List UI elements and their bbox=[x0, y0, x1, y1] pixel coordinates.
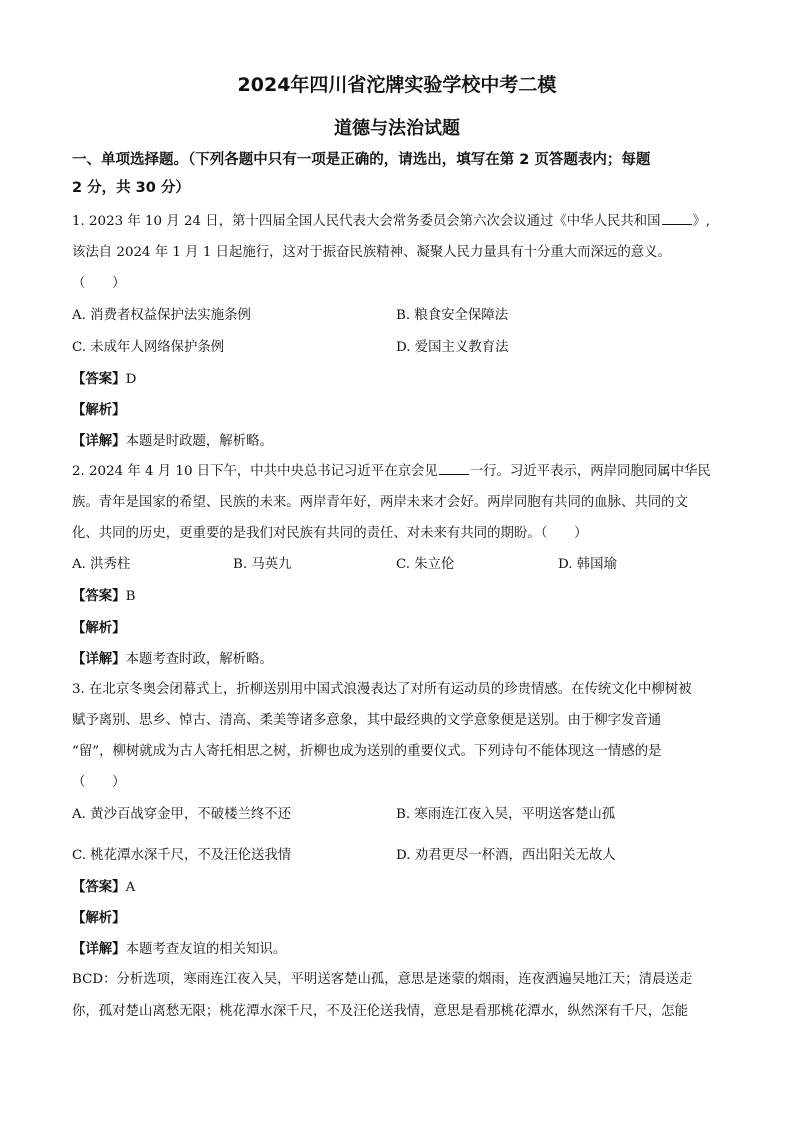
q1-line2: 该法自 2024 年 1 月 1 日起施行，这对于振奋民族精神、凝聚人民力量具有十分重大而深远的意义。 bbox=[72, 245, 671, 260]
q2-option-a: A. 洪秀柱 bbox=[72, 557, 131, 572]
q3-line4: （ ） bbox=[72, 775, 126, 790]
q1-detail-text: 本题是时政题，解析略。 bbox=[125, 434, 273, 449]
q3-option-d: D. 劝君更尽一杯酒，西出阳关无故人 bbox=[396, 848, 616, 863]
q2-line3: 化、共同的历史，更重要的是我们对民族有共同的责任、对未来有共同的期盼。（ ） bbox=[72, 526, 588, 541]
q1-line1-text: 1. 2023 年 10 月 24 日，第十四届全国人民代表大会常务委员会第六次会议通过《中华人民共和国 bbox=[72, 214, 661, 229]
q2-line1-end: 一行。习近平表示，两岸同胞同属中华民 bbox=[469, 464, 711, 479]
q2-line1-text: 2. 2024 年 4 月 10 日下午，中共中央总书记习近平在京会见 bbox=[72, 464, 438, 479]
q3-option-c: C. 桃花潭水深千尺，不及汪伦送我情 bbox=[72, 848, 292, 863]
q1-blank bbox=[662, 212, 692, 225]
q2-answer-value: B bbox=[125, 589, 136, 604]
q1-option-b: B. 粮食安全保障法 bbox=[396, 308, 509, 323]
q3-detail-label: 【详解】 bbox=[72, 941, 126, 957]
q1-analysis bbox=[72, 400, 126, 421]
q1-option-c: C. 未成年人网络保护条例 bbox=[72, 340, 225, 355]
q3-line2: 赋予离别、思乡、悼古、清高、柔美等诸多意象，其中最经典的文学意象便是送别。由于柳字发音通 bbox=[72, 713, 662, 728]
q1-line1 bbox=[72, 212, 722, 232]
q3-option-a: A. 黄沙百战穿金甲，不破楼兰终不还 bbox=[72, 807, 292, 822]
q3-line3: “留”，柳树就成为古人寄托相思之树，折柳也成为送别的重要仪式。下列诗句不能体现这一情感的是 bbox=[72, 744, 662, 759]
q1-analysis-label: 【解析】 bbox=[72, 402, 126, 418]
q2-option-c: C. 朱立伦 bbox=[396, 557, 455, 572]
q3-line1: 3. 在北京冬奥会闭幕式上，折柳送别用中国式浪漫表达了对所有运动员的珍贵情感。在传统文化中柳树被 bbox=[72, 682, 692, 697]
section-heading-line1: 一、单项选择题。（下列各题中只有一项是正确的，请选出，填写在第 2 页答题表内；每题 bbox=[72, 152, 651, 168]
q1-line3: （ ） bbox=[72, 276, 126, 291]
q3-answer-value: A bbox=[125, 880, 136, 895]
q2-option-b: B. 马英九 bbox=[233, 557, 292, 572]
q3-detail bbox=[72, 939, 286, 960]
q1-answer-value: D bbox=[125, 372, 137, 387]
q1-answer bbox=[72, 369, 136, 390]
q1-option-d: D. 爱国主义教育法 bbox=[396, 340, 509, 355]
q2-answer-label: 【答案】 bbox=[72, 588, 126, 604]
q2-detail bbox=[72, 649, 273, 670]
exam-subtitle: 道德与法治试题 bbox=[334, 118, 460, 139]
q2-analysis-label: 【解析】 bbox=[72, 620, 126, 636]
q3-bcd-line2: 你，孤对楚山离愁无限；桃花潭水深千尺，不及汪伦送我情，意思是看那桃花潭水，纵然深有千尺，怎能 bbox=[72, 1004, 688, 1019]
q1-detail-label: 【详解】 bbox=[72, 433, 126, 449]
q2-analysis bbox=[72, 618, 126, 639]
q3-bcd-line1: BCD：分析选项，寒雨连江夜入吴，平明送客楚山孤，意思是迷蒙的烟雨，连夜洒遍吴地江天；清晨送走 bbox=[72, 972, 693, 987]
q1-answer-label: 【答案】 bbox=[72, 371, 126, 387]
q1-detail bbox=[72, 431, 273, 452]
q2-answer bbox=[72, 586, 135, 607]
section-heading bbox=[72, 146, 722, 202]
q3-answer bbox=[72, 877, 135, 898]
q3-analysis bbox=[72, 908, 126, 929]
section-heading-line2: 2 分，共 30 分） bbox=[72, 180, 190, 196]
q2-blank bbox=[439, 462, 469, 475]
q3-answer-label: 【答案】 bbox=[72, 879, 126, 895]
q2-option-d: D. 韩国瑜 bbox=[558, 557, 617, 572]
q2-line2: 族。青年是国家的希望、民族的未来。两岸青年好，两岸未来才会好。两岸同胞有共同的血脉、共同的文 bbox=[72, 495, 688, 510]
q2-detail-text: 本题考查时政，解析略。 bbox=[125, 652, 273, 667]
q3-analysis-label: 【解析】 bbox=[72, 910, 126, 926]
exam-title: 2024年四川省沱牌实验学校中考二模 bbox=[237, 74, 557, 96]
q3-option-b: B. 寒雨连江夜入吴，平明送客楚山孤 bbox=[396, 807, 616, 822]
q2-detail-label: 【详解】 bbox=[72, 651, 126, 667]
q3-detail-text: 本题考查友谊的相关知识。 bbox=[125, 942, 287, 957]
q1-option-a: A. 消费者权益保护法实施条例 bbox=[72, 308, 251, 323]
q1-line1-end: 》, bbox=[692, 214, 711, 229]
q2-line1 bbox=[72, 462, 722, 482]
